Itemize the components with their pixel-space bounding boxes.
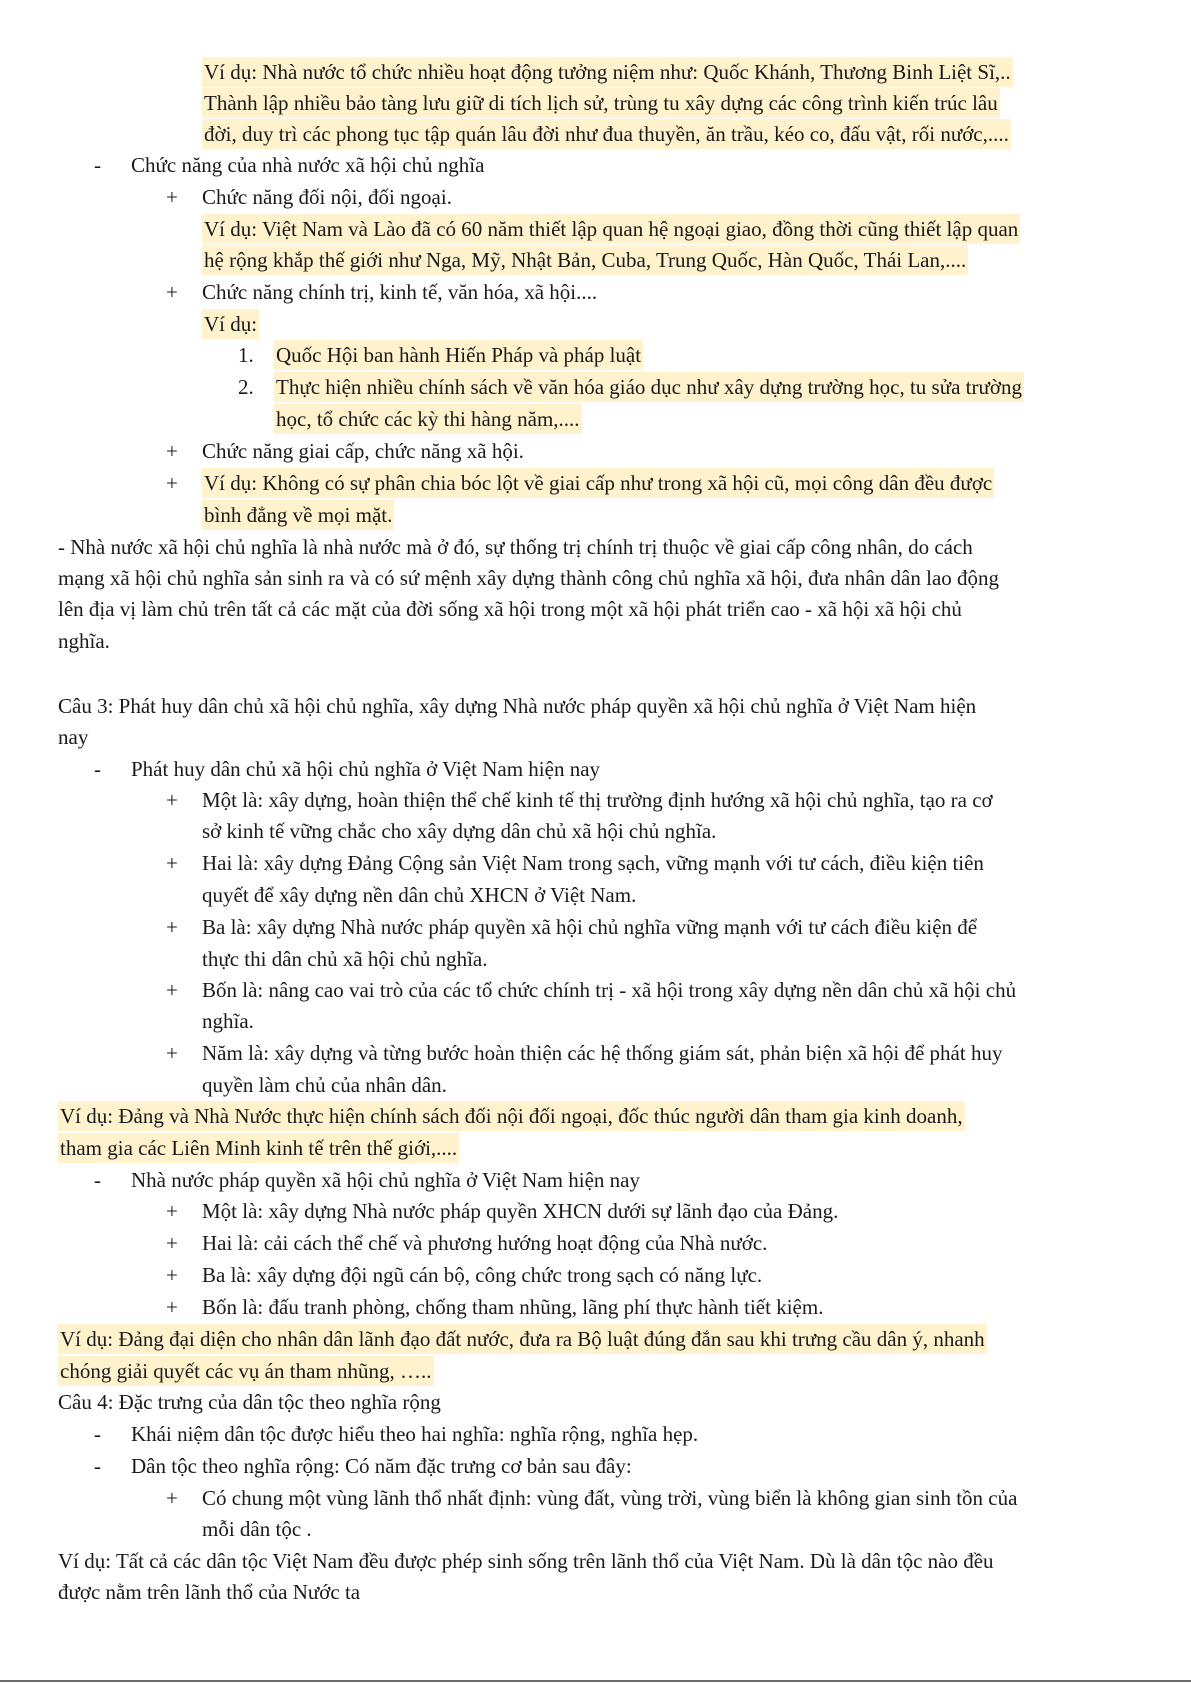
list-item: Khái niệm dân tộc được hiểu theo hai nghĩa: nghĩa rộng, nghĩa hẹp. bbox=[131, 1422, 699, 1446]
text-line: thực thi dân chủ xã hội chủ nghĩa. bbox=[202, 947, 488, 971]
bullet-plus: + bbox=[166, 1295, 178, 1319]
text-line: bình đẳng về mọi mặt. bbox=[202, 500, 394, 530]
list-item: Ví dụ: Không có sự phân chia bóc lột về giai cấp như trong xã hội cũ, mọi công dân đều được bbox=[202, 468, 994, 498]
list-item: Chức năng chính trị, kinh tế, văn hóa, xã hội.... bbox=[202, 280, 598, 304]
list-item: Có chung một vùng lãnh thổ nhất định: vùng đất, vùng trời, vùng biển là không gian sinh tồn của bbox=[202, 1486, 1018, 1510]
example-line: Ví dụ: Đảng đại diện cho nhân dân lãnh đạo đất nước, đưa ra Bộ luật đúng đắn sau khi trưng cầu dân ý, nhanh bbox=[58, 1324, 987, 1354]
example-line: chóng giải quyết các vụ án tham nhũng, ….. bbox=[58, 1356, 434, 1386]
text-line: Ví dụ: Việt Nam và Lào đã có 60 năm thiết lập quan hệ ngoại giao, đồng thời cũng thiết lập quan bbox=[202, 214, 1020, 244]
text-line: hệ rộng khắp thế giới như Nga, Mỹ, Nhật Bản, Cuba, Trung Quốc, Hàn Quốc, Thái Lan,.... bbox=[202, 245, 968, 275]
text-line: quyết để xây dựng nền dân chủ XHCN ở Việt Nam. bbox=[202, 883, 637, 907]
paragraph-line: - Nhà nước xã hội chủ nghĩa là nhà nước mà ở đó, sự thống trị chính trị thuộc về giai cấp công nhân, do cách bbox=[58, 535, 973, 559]
paragraph-line: lên địa vị làm chủ trên tất cả các mặt của đời sống xã hội trong một xã hội phát triển cao - xã hội xã hội chủ bbox=[58, 597, 962, 621]
list-item: Một là: xây dựng, hoàn thiện thể chế kinh tế thị trường định hướng xã hội chủ nghĩa, tạo ra cơ bbox=[202, 788, 993, 812]
paragraph-line: Ví dụ: Tất cả các dân tộc Việt Nam đều được phép sinh sống trên lãnh thổ của Việt Nam. Dù là dân tộc nào đều bbox=[58, 1549, 994, 1573]
list-item: Hai là: xây dựng Đảng Cộng sản Việt Nam trong sạch, vững mạnh với tư cách, điều kiện tiên bbox=[202, 851, 984, 875]
list-item: Ba là: xây dựng Nhà nước pháp quyền xã hội chủ nghĩa vững mạnh với tư cách điều kiện để bbox=[202, 915, 978, 939]
bullet-dash: - bbox=[94, 1422, 101, 1446]
bullet-plus: + bbox=[166, 1041, 178, 1065]
paragraph-line: mạng xã hội chủ nghĩa sản sinh ra và có sứ mệnh xây dựng thành công chủ nghĩa xã hội, đưa nhân dân lao động bbox=[58, 566, 1000, 590]
list-item: Chức năng giai cấp, chức năng xã hội. bbox=[202, 439, 524, 463]
bullet-plus: + bbox=[166, 1231, 178, 1255]
list-item: Bốn là: đấu tranh phòng, chống tham nhũng, lãng phí thực hành tiết kiệm. bbox=[202, 1295, 824, 1319]
text-line: Thành lập nhiều bảo tàng lưu giữ di tích lịch sử, trùng tu xây dựng các công trình kiến trúc lâu bbox=[202, 88, 1000, 118]
paragraph-line: nghĩa. bbox=[58, 629, 110, 653]
bullet-plus: + bbox=[166, 185, 178, 209]
list-item: Dân tộc theo nghĩa rộng: Có năm đặc trưng cơ bản sau đây: bbox=[131, 1454, 632, 1478]
numbered-item: Thực hiện nhiều chính sách về văn hóa giáo dục như xây dựng trường học, tu sửa trường bbox=[274, 372, 1024, 402]
number-marker: 1. bbox=[238, 343, 254, 367]
bullet-dash: - bbox=[94, 153, 101, 177]
list-item: Chức năng đối nội, đối ngoại. bbox=[202, 185, 452, 209]
bullet-plus: + bbox=[166, 978, 178, 1002]
bullet-plus: + bbox=[166, 471, 178, 495]
bullet-plus: + bbox=[166, 915, 178, 939]
question-heading: Câu 3: Phát huy dân chủ xã hội chủ nghĩa, xây dựng Nhà nước pháp quyền xã hội chủ nghĩa ở Việt Nam hiện bbox=[58, 694, 977, 718]
list-item: Năm là: xây dựng và từng bước hoàn thiện các hệ thống giám sát, phản biện xã hội để phát huy bbox=[202, 1041, 1003, 1065]
bullet-dash: - bbox=[94, 1168, 101, 1192]
example-line: Ví dụ: Đảng và Nhà Nước thực hiện chính sách đối nội đối ngoại, đốc thúc người dân tham gia kinh doanh, bbox=[58, 1101, 965, 1131]
text-line: đời, duy trì các phong tục tập quán lâu đời như đua thuyền, ăn trầu, kéo co, đấu vật, rối nước,.... bbox=[202, 119, 1011, 149]
question-heading: nay bbox=[58, 725, 89, 749]
page-bottom-rule bbox=[0, 1680, 1191, 1682]
number-marker: 2. bbox=[238, 375, 254, 399]
list-item: Hai là: cải cách thể chế và phương hướng hoạt động của Nhà nước. bbox=[202, 1231, 768, 1255]
text-line: Ví dụ: Nhà nước tổ chức nhiều hoạt động tưởng niệm như: Quốc Khánh, Thương Binh Liệt Sĩ,.. bbox=[202, 57, 1013, 87]
text-line: nghĩa. bbox=[202, 1009, 254, 1033]
list-item: Nhà nước pháp quyền xã hội chủ nghĩa ở Việt Nam hiện nay bbox=[131, 1168, 640, 1192]
bullet-plus: + bbox=[166, 1263, 178, 1287]
bullet-dash: - bbox=[94, 1454, 101, 1478]
text-line: mỗi dân tộc . bbox=[202, 1517, 312, 1541]
text-line: học, tổ chức các kỳ thi hàng năm,.... bbox=[274, 404, 582, 434]
question-heading: Câu 4: Đặc trưng của dân tộc theo nghĩa rộng bbox=[58, 1390, 441, 1414]
list-item: Một là: xây dựng Nhà nước pháp quyền XHCN dưới sự lãnh đạo của Đảng. bbox=[202, 1199, 839, 1223]
list-item: Phát huy dân chủ xã hội chủ nghĩa ở Việt Nam hiện nay bbox=[131, 757, 601, 781]
bullet-plus: + bbox=[166, 439, 178, 463]
list-item: Ba là: xây dựng đội ngũ cán bộ, công chức trong sạch có năng lực. bbox=[202, 1263, 763, 1287]
bullet-plus: + bbox=[166, 1486, 178, 1510]
bullet-plus: + bbox=[166, 1199, 178, 1223]
bullet-plus: + bbox=[166, 851, 178, 875]
bullet-plus: + bbox=[166, 280, 178, 304]
numbered-item: Quốc Hội ban hành Hiến Pháp và pháp luật bbox=[274, 340, 643, 370]
bullet-plus: + bbox=[166, 788, 178, 812]
example-line: tham gia các Liên Minh kinh tế trên thế giới,.... bbox=[58, 1133, 459, 1163]
list-item: Bốn là: nâng cao vai trò của các tổ chức chính trị - xã hội trong xây dựng nền dân chủ xã hội chủ bbox=[202, 978, 1017, 1002]
list-item: Chức năng của nhà nước xã hội chủ nghĩa bbox=[131, 153, 485, 177]
text-line: quyền làm chủ của nhân dân. bbox=[202, 1073, 447, 1097]
bullet-dash: - bbox=[94, 757, 101, 781]
paragraph-line: được nằm trên lãnh thổ của Nước ta bbox=[58, 1580, 361, 1604]
text-line: Ví dụ: bbox=[202, 309, 259, 339]
text-line: sở kinh tế vững chắc cho xây dựng dân chủ xã hội chủ nghĩa. bbox=[202, 819, 717, 843]
